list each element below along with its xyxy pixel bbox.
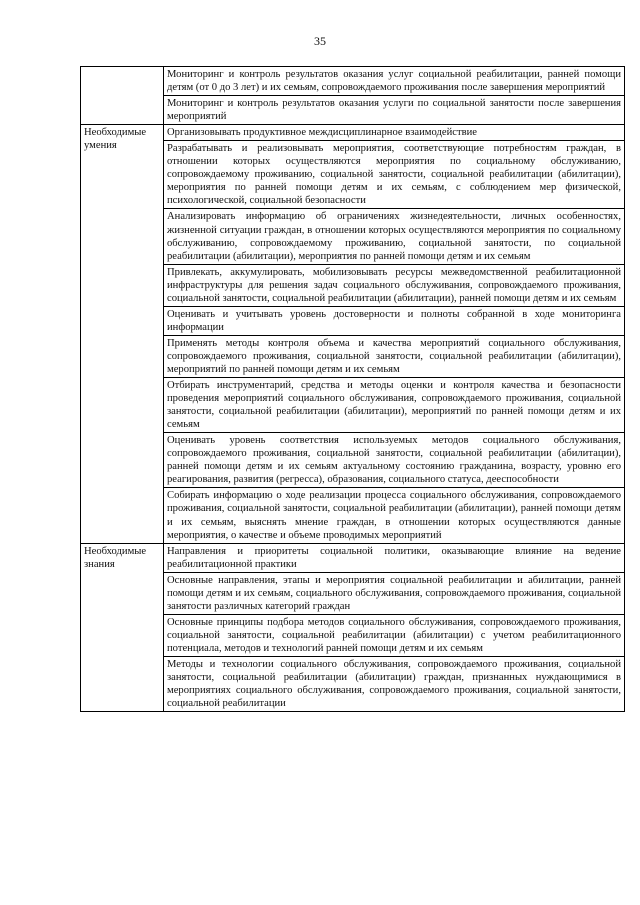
table-cell-text: Отбирать инструментарий, средства и методы оценки и контроля качества и безопасности проведения мероприятий социального обслуживания, сопровождаемого проживания, социальной занятости, социальной реабилитации (абилитации), мероприятий по ранней помощи детям и их семьям [164,378,625,433]
table-cell-text: Анализировать информацию об ограничениях жизнедеятельности, личных особенностях, жизненной ситуации граждан, в отношении которых осуществляются мероприятия по социальному обслуживанию, сопровождаемому проживанию, социальной занятости, по социальной реабилитации (абилитации), мероприятия по ранней помощи детям и их семьям [164,209,625,264]
table-cell-text: Оценивать уровень соответствия используемых методов социального обслуживания, сопровождаемого проживания, социальной занятости, социальной реабилитации (абилитации), ранней помощи детям и их семьям актуальному состоянию гражданина, возрасту, уровню его реагирования, развития (регресса), образования, социального статуса, дееспособности [164,433,625,488]
row-label-knowledge: Необходимые знания [81,543,164,712]
table-cell-text: Основные принципы подбора методов социального обслуживания, сопровождаемого проживания, социальной занятости, социальной реабилитации (абилитации) с учетом реабилитационного потенциала, методов и технологий ранней помощи детям и их семьям [164,614,625,656]
table-cell-text: Оценивать и учитывать уровень достоверности и полноты собранной в ходе мониторинга информации [164,306,625,335]
table-cell-text: Организовывать продуктивное междисциплинарное взаимодействие [164,125,625,141]
row-label-skills: Необходимые умения [81,125,164,543]
table-cell-text: Мониторинг и контроль результатов оказания услуг социальной реабилитации, ранней помощи детям (от 0 до 3 лет) и их семьям, сопровождаемого проживания после завершения мероприятий [164,67,625,96]
requirements-table [80,66,625,712]
page-number: 35 [314,34,326,48]
table-row [81,543,625,572]
table-cell-text: Собирать информацию о ходе реализации процесса социального обслуживания, сопровождаемого проживания, социальной занятости, социальной реабилитации (абилитации), ранней помощи детям и их семьям, выяснять мнение граждан, в отношении которых осуществляются данные мероприятия, о качестве и объеме проводимых мероприятий [164,488,625,543]
table-cell-text: Привлекать, аккумулировать, мобилизовывать ресурсы межведомственной реабилитационной инфраструктуры для решения задач социального обслуживания, сопровождаемого проживания, социальной занятости, социальной реабилитации (абилитации), ранней помощи детям и их семьям [164,264,625,306]
table-row [81,125,625,141]
table-cell-text: Основные направления, этапы и мероприятия социальной реабилитации и абилитации, ранней помощи детям и их семьям, социального обслуживания, сопровождаемого проживания, социальной занятости различных категорий граждан [164,572,625,614]
table-cell-text: Мониторинг и контроль результатов оказания услуги по социальной занятости после завершения мероприятий [164,96,625,125]
table-cell-text: Направления и приоритеты социальной политики, оказывающие влияние на ведение реабилитационной практики [164,543,625,572]
row-label-empty [81,67,164,125]
table-cell-text: Разрабатывать и реализовывать мероприятия, соответствующие потребностям граждан, в отношении которых осуществляются мероприятия по социальному обслуживанию, сопровождаемому проживанию, социальной занятости, социальной реабилитации (абилитации), мероприятия по ранней помощи детям и их семьям, с соблюдением мер физической, психологической, социальной безопасности [164,141,625,209]
table-cell-text: Методы и технологии социального обслуживания, сопровождаемого проживания, социальной занятости, социальной реабилитации (абилитации) граждан, признанных нуждающимися в мероприятиях социального обслуживания, сопровождаемого проживания, социальной занятости, социальной реабилитации [164,656,625,711]
table-row [81,67,625,96]
table-cell-text: Применять методы контроля объема и качества мероприятий социального обслуживания, сопровождаемого проживания, социальной занятости, социальной реабилитации (абилитации), мероприятий по ранней помощи детям и их семьям [164,335,625,377]
